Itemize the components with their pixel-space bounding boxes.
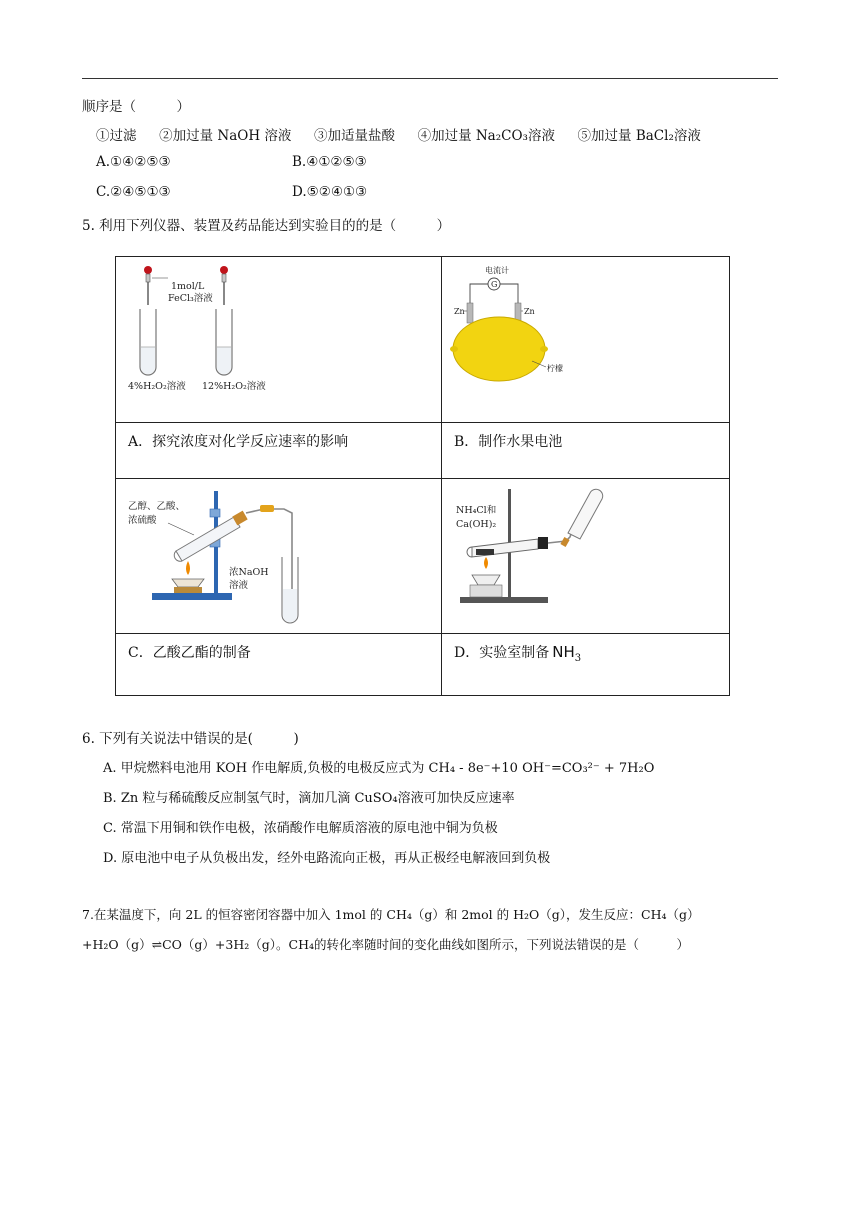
q4-step-3: ③加适量盐酸 [313,128,395,144]
meter-label: 电流计 [485,266,509,275]
q5-figure-c-cell [116,479,442,634]
q5-option-a: A．探究浓度对化学反应速率的影响 [128,434,349,450]
zinc-plate-icon [467,303,473,323]
q4-option-b: B.④①②⑤③ [292,154,367,170]
q6-stem: 6. 下列有关说法中错误的是( ) [82,731,299,747]
q5-option-d [442,634,729,664]
dropper-bulb-icon [144,266,152,274]
q5-figure-c [116,479,442,634]
q5-option-d-subscript: 3 [574,652,582,664]
q6-option-c: C. 常温下用铜和铁作电极，浓硝酸作电解质溶液的原电池中铜为负极 [103,821,498,836]
electrode-left-label: Zn [454,307,465,316]
header-rule [82,78,778,79]
q6-option-a: A. 甲烷燃料电池用 KOH 作电解质,负极的电极反应式为 CH₄ - 8e⁻+10 OH⁻=CO₃²⁻ + 7H₂O [103,761,655,776]
reagent-name: FeCl₃溶液 [168,293,213,304]
ammonia-reactants-line2: Ca(OH)₂ [456,519,497,530]
stand-base-icon [152,593,232,600]
q5-figure-d-cell [442,479,730,634]
solid-reactant-icon [476,549,494,555]
q5-figure-a [116,257,442,423]
q5-figure-b-cell [442,257,730,423]
electrode-right-label: Zn [524,307,535,316]
q5-options-table [115,256,730,696]
tube-label-4pct: 4%H₂O₂溶液 [128,381,186,392]
q4-step-2: ②加过量 NaOH 溶液 [159,128,292,144]
lemon-icon [453,317,545,381]
galvanometer-symbol: G [491,280,498,289]
absorber-label-line1: 浓NaOH [229,567,269,578]
q5-figure-b [442,257,730,423]
dropper-bulb-icon [220,266,228,274]
ammonia-reactants-line1: NH₄Cl和 [456,505,497,516]
stopper-icon [538,537,548,549]
flame-icon [484,557,488,569]
tube-label-12pct: 12%H₂O₂溶液 [202,381,266,392]
q5-option-b: B．制作水果电池 [454,434,563,450]
q5-figure-d [442,479,730,634]
q5-stem: 5. 利用下列仪器、装置及药品能达到实验目的的是（ ） [82,218,451,234]
q4-step-5: ⑤加过量 BaCl₂溶液 [577,128,701,144]
q4-option-d: D.⑤②④①③ [292,184,368,200]
q4-step-1: ①过滤 [96,128,137,144]
reactants-label-line2: 浓硫酸 [128,515,157,526]
q7-line2: +H₂O（g）⇌CO（g）+3H₂（g）。CH₄的转化率随时间的变化曲线如图所示，下列说法错误的是（ ） [82,937,689,952]
reactants-label-line1: 乙醇、乙酸、 [128,501,186,512]
stand-base-icon [460,597,548,603]
alcohol-lamp-icon [472,575,500,585]
q5-option-c: C．乙酸乙酯的制备 [128,645,251,661]
q5-option-d-prefix: D．实验室制备 [454,645,550,661]
q7-line1: 7.在某温度下，向 2L 的恒容密闭容器中加入 1mol 的 CH₄（g）和 2mol 的 H₂O（g），发生反应：CH₄（g） [82,907,700,922]
q4-option-a: A.①④②⑤③ [96,154,171,170]
q5-figure-a-cell [116,257,442,423]
reagent-concentration: 1mol/L [171,281,205,292]
q6-option-b: B. Zn 粒与稀硫酸反应制氢气时，滴加几滴 CuSO₄溶液可加快反应速率 [103,791,515,806]
q6-option-d: D. 原电池中电子从负极出发，经外电路流向正极，再从正极经电解液回到负极 [103,851,551,866]
q4-tail: 顺序是（ ） [82,99,190,115]
lemon-label: 柠檬 [547,364,563,373]
q4-step-4: ④加过量 Na₂CO₃溶液 [417,128,555,144]
q4-option-c: C.②④⑤①③ [96,184,171,200]
rubber-tube-icon [260,505,274,512]
alcohol-lamp-icon [172,579,204,587]
q5-option-d-formula: NH [552,643,575,661]
collection-tube-icon [568,489,603,539]
reaction-tube-icon [176,517,240,561]
absorber-label-line2: 溶液 [229,580,249,591]
flame-icon [186,561,190,575]
q4-steps [96,124,701,144]
